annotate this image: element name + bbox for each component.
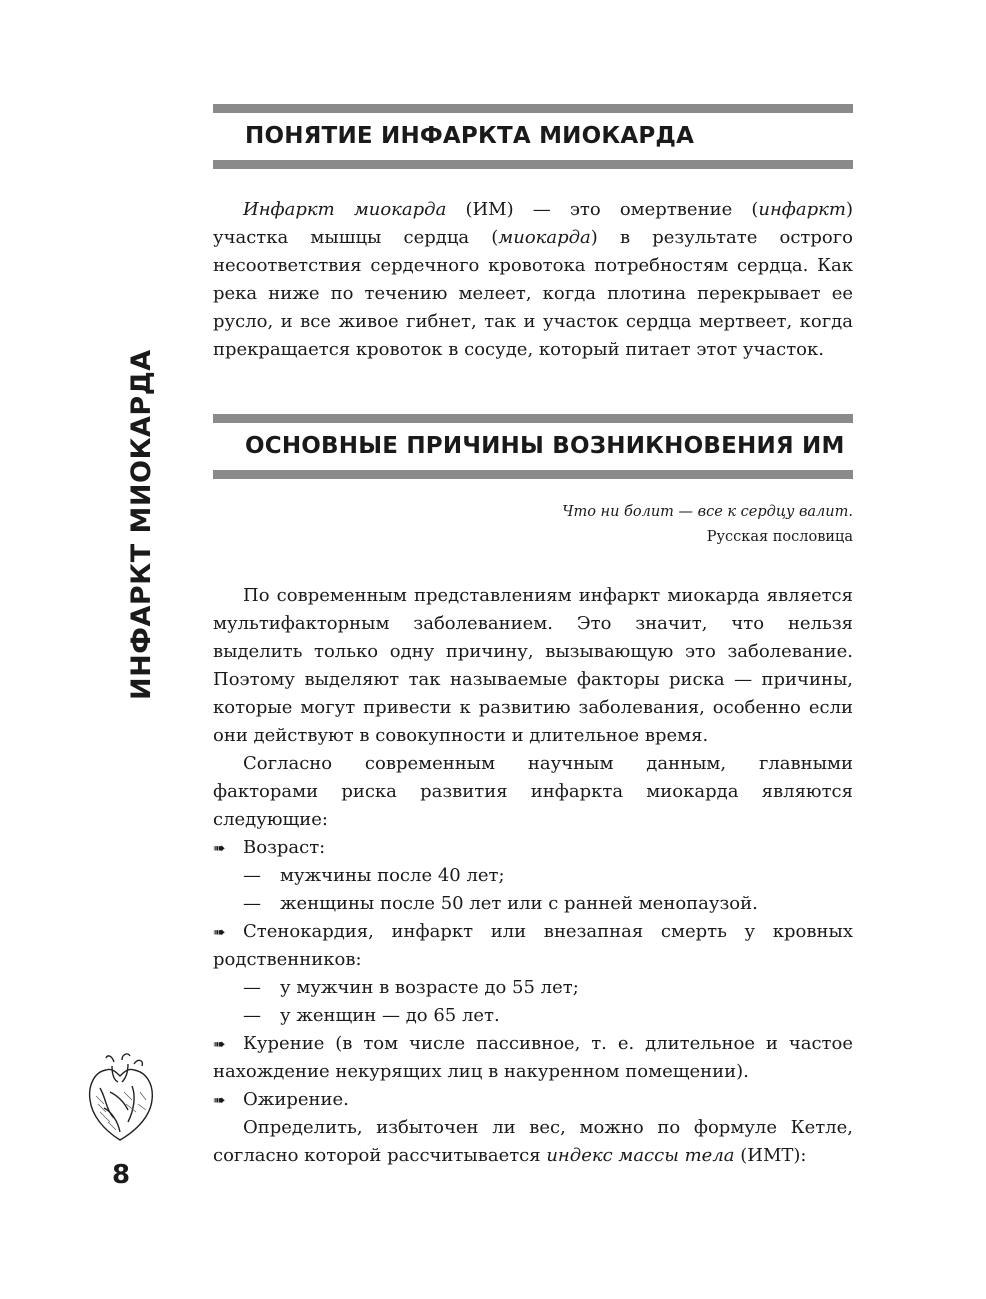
- bullet-smoking: [213, 1030, 853, 1086]
- bullet-age: [213, 834, 853, 862]
- arrow-bullet-icon: ➠: [213, 1091, 226, 1109]
- term-bmi: индекс массы тела: [546, 1145, 735, 1166]
- arrow-bullet-icon: ➠: [213, 1035, 226, 1053]
- heading-rule-top: [213, 414, 853, 423]
- arrow-bullet-icon: ➠: [213, 839, 226, 857]
- term-myocardium: миокарда: [498, 227, 591, 248]
- paragraph-risk-intro: Согласно современным научным данным, главными факторами риска развития инфаркта миокарда являются следующие:: [213, 753, 853, 830]
- text-span: Определить, избыточен ли вес, можно по формуле Кетле, согласно которой рассчитывается: [213, 1117, 853, 1166]
- arrow-bullet-icon: ➠: [213, 923, 226, 941]
- text-span: (ИМТ):: [734, 1145, 807, 1166]
- page-number: 8: [112, 1160, 131, 1190]
- dash-item: [213, 890, 853, 918]
- dash-mark: —: [243, 893, 261, 914]
- anatomical-heart-icon: [84, 1052, 158, 1144]
- heading-rule-bottom: [213, 470, 853, 479]
- section-title: ПОНЯТИЕ ИНФАРКТА МИОКАРДА: [245, 123, 695, 149]
- epigraph: [213, 500, 853, 550]
- epigraph-source: Русская пословица: [706, 529, 853, 545]
- paragraph-ketle: [213, 1114, 853, 1170]
- dash-text: мужчины после 40 лет;: [280, 865, 505, 886]
- dash-item: [213, 974, 853, 1002]
- text-span: ) в результате острого несоответствия сердечного кровотока потребностям сердца. Как река ниже по течению мелеет, когда плотина перекрывает ее русло, и все живое гибнет, так и участок сердца мертвеет, когда прекращается кровоток в сосуде, который питает этот участок.: [213, 227, 853, 360]
- dash-text: женщины после 50 лет или с ранней менопаузой.: [280, 893, 758, 914]
- bullet-text: Стенокардия, инфаркт или внезапная смерть у кровных родственников:: [213, 921, 853, 970]
- section-heading-definition: [213, 104, 853, 166]
- bullet-heredity: [213, 918, 853, 974]
- bullet-obesity: [213, 1086, 853, 1114]
- epigraph-quote: Что ни болит — все к сердцу валит.: [562, 504, 853, 520]
- text-span: ) участка мышцы сердца (: [213, 199, 853, 248]
- bullet-text: Ожирение.: [243, 1089, 349, 1110]
- dash-item: [213, 862, 853, 890]
- heading-rule-top: [213, 104, 853, 113]
- dash-mark: —: [243, 865, 261, 886]
- section-title: ОСНОВНЫЕ ПРИЧИНЫ ВОЗНИКНОВЕНИЯ ИМ: [245, 433, 845, 459]
- dash-item: [213, 1002, 853, 1030]
- term-infarct: инфаркт: [758, 199, 846, 220]
- term-infarction: Инфаркт миокарда: [243, 199, 447, 220]
- section-heading-causes: [213, 414, 853, 476]
- paragraph-multifactor: По современным представлениям инфаркт миокарда является мультифакторным заболеванием. Это значит, что нельзя выделить только одну причину, вызывающую это заболевание. Поэтому выделяют так называемые факторы риска — причины, которые могут привести к развитию заболевания, особенно если они действуют в совокупности и длительное время.: [213, 585, 853, 746]
- bullet-text: Возраст:: [243, 837, 326, 858]
- bullet-text: Курение (в том числе пассивное, т. е. длительное и частое нахождение некурящих лиц в накуренном помещении).: [213, 1033, 853, 1082]
- dash-text: у мужчин в возрасте до 55 лет;: [280, 977, 579, 998]
- running-head: ИНФАРКТ МИОКАРДА: [126, 349, 157, 700]
- definition-paragraph: [213, 196, 853, 364]
- text-span: (ИМ) — это омертвение (: [446, 199, 759, 220]
- dash-text: у женщин — до 65 лет.: [280, 1005, 500, 1026]
- dash-mark: —: [243, 977, 261, 998]
- dash-mark: —: [243, 1005, 261, 1026]
- main-content: [213, 104, 853, 1170]
- heading-rule-bottom: [213, 160, 853, 169]
